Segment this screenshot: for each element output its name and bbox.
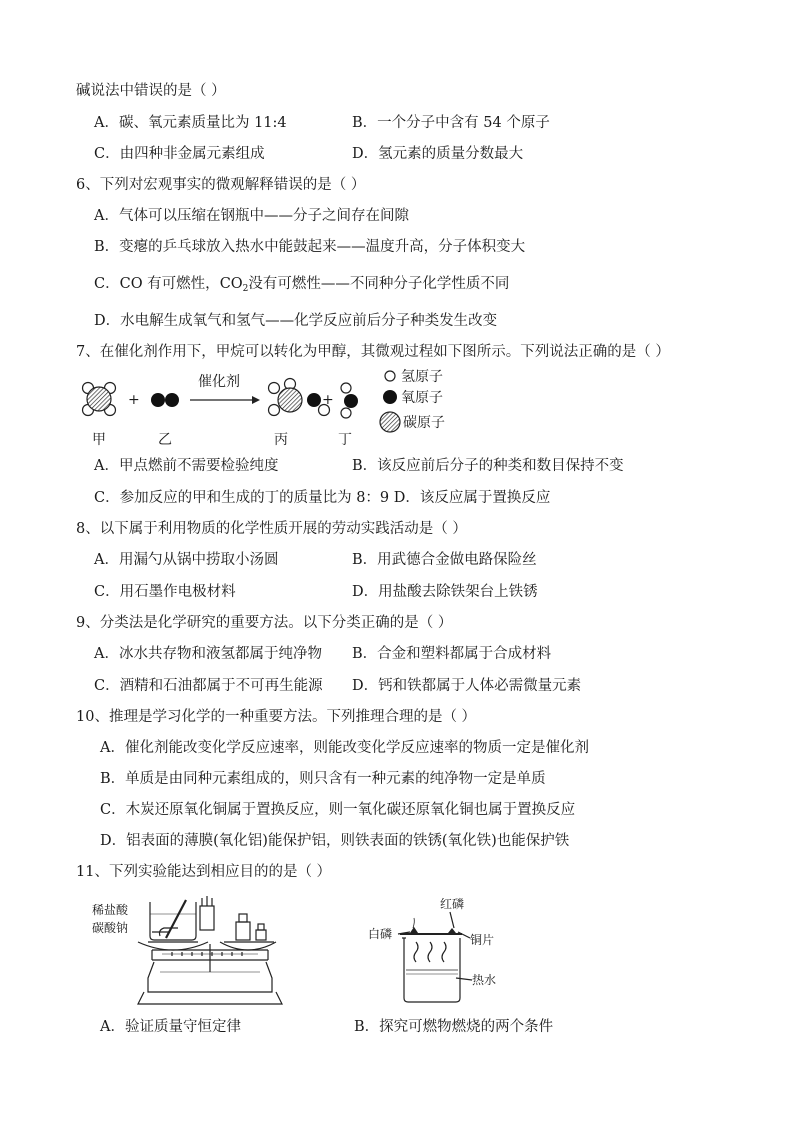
q7-option-cd: C．参加反应的甲和生成的丁的质量比为 8：9 D．该反应属于置换反应 — [94, 490, 551, 506]
legend-carbon-label: 碳原子 — [403, 415, 445, 431]
q8-option-c: C．用石墨作电极材料 — [94, 584, 236, 600]
q9-option-a: A．冰水共存物和液氢都属于纯净物 — [94, 646, 322, 662]
label-bing: 丙 — [274, 432, 288, 448]
q10-option-b: B．单质是由同种元素组成的，则只含有一种元素的纯净物一定是单质 — [100, 771, 546, 787]
q7-stem: 7、在催化剂作用下，甲烷可以转化为甲醇，其微观过程如下图所示。下列说法正确的是（ ） — [76, 344, 670, 360]
label-hot-water: 热水 — [472, 973, 497, 987]
plus-sign-1: + — [128, 392, 140, 408]
label-copper-sheet: 铜片 — [470, 933, 495, 947]
label-ding: 丁 — [338, 432, 352, 448]
q10-option-d: D．铝表面的薄膜(氧化铝)能保护铝，则铁表面的铁锈(氧化铁)也能保护铁 — [100, 833, 570, 849]
catalyst-label: 催化剂 — [198, 374, 240, 390]
q11-stem: 11、下列实验能达到相应目的的是（ ） — [76, 864, 332, 880]
q6-option-c-post: 没有可燃性——不同种分子化学性质不同 — [248, 276, 510, 292]
combustion-apparatus-figure — [362, 892, 512, 1008]
q8-option-b: B．用武德合金做电路保险丝 — [352, 552, 537, 568]
q10-stem: 10、推理是学习化学的一种重要方法。下列推理合理的是（ ） — [76, 709, 477, 725]
q7-option-a: A．甲点燃前不需要检验纯度 — [94, 458, 279, 474]
q8-option-a: A．用漏勺从锅中捞取小汤圆 — [94, 552, 279, 568]
q6-option-a: A．气体可以压缩在钢瓶中——分子之间存在间隙 — [94, 208, 409, 224]
q11-option-a: A．验证质量守恒定律 — [100, 1019, 241, 1035]
q5-option-c: C．由四种非金属元素组成 — [94, 146, 265, 162]
legend-oxygen-icon — [383, 390, 397, 404]
q9-option-d: D．钙和铁都属于人体必需微量元素 — [352, 678, 582, 694]
label-dilute-hcl: 稀盐酸 — [92, 903, 129, 917]
q6-option-b: B．变瘪的乒乓球放入热水中能鼓起来——温度升高，分子体积变大 — [94, 239, 526, 255]
label-red-phosphorus: 红磷 — [440, 897, 465, 911]
legend-carbon-icon — [380, 412, 400, 432]
q9-option-b: B．合金和塑料都属于合成材料 — [352, 646, 552, 662]
methane-molecule-icon — [83, 383, 116, 416]
label-white-phosphorus: 白磷 — [368, 927, 393, 941]
q5-stem: 碱说法中错误的是（ ） — [76, 83, 226, 99]
q9-stem: 9、分类法是化学研究的重要方法。以下分类正确的是（ ） — [76, 615, 453, 631]
q7-option-b: B．该反应前后分子的种类和数目保持不变 — [352, 458, 624, 474]
water-molecule-icon — [341, 383, 358, 418]
methanol-molecule-icon — [269, 379, 330, 416]
q6-option-c — [94, 275, 509, 298]
q8-option-d: D．用盐酸去除铁架台上铁锈 — [352, 584, 538, 600]
oxygen-molecule-icon — [151, 393, 179, 407]
q5-option-a: A．碳、氧元素质量比为 11:4 — [94, 115, 287, 131]
label-yi: 乙 — [158, 432, 172, 448]
q10-option-c: C．木炭还原氧化铜属于置换反应，则一氧化碳还原氧化铜也属于置换反应 — [100, 802, 576, 818]
label-sodium-carbonate: 碳酸钠 — [92, 921, 129, 935]
label-jia: 甲 — [92, 432, 106, 448]
q6-option-c-pre: C．CO 有可燃性， — [94, 276, 220, 292]
q5-option-d: D．氢元素的质量分数最大 — [352, 146, 524, 162]
q6-option-d: D．水电解生成氧气和氢气——化学反应前后分子种类发生改变 — [94, 313, 498, 329]
q9-option-c: C．酒精和石油都属于不可再生能源 — [94, 678, 323, 694]
q8-stem: 8、以下属于利用物质的化学性质开展的劳动实践活动是（ ） — [76, 521, 467, 537]
balance-apparatus-figure — [88, 892, 288, 1008]
reaction-arrow-icon — [190, 396, 260, 404]
legend-hydrogen-icon — [385, 371, 395, 381]
legend-hydrogen-label: 氢原子 — [401, 369, 443, 385]
q11-option-b: B．探究可燃物燃烧的两个条件 — [354, 1019, 554, 1035]
q10-option-a: A．催化剂能改变化学反应速率，则能改变化学反应速率的物质一定是催化剂 — [100, 740, 589, 756]
legend-oxygen-label: 氧原子 — [401, 390, 443, 406]
q6-stem: 6、下列对宏观事实的微观解释错误的是（ ） — [76, 177, 366, 193]
q5-option-b: B．一个分子中含有 54 个原子 — [352, 115, 550, 131]
plus-sign-2: + — [322, 392, 334, 408]
q7-reaction-diagram — [70, 366, 470, 454]
co2-formula: $CO_2$ — [219, 276, 249, 294]
